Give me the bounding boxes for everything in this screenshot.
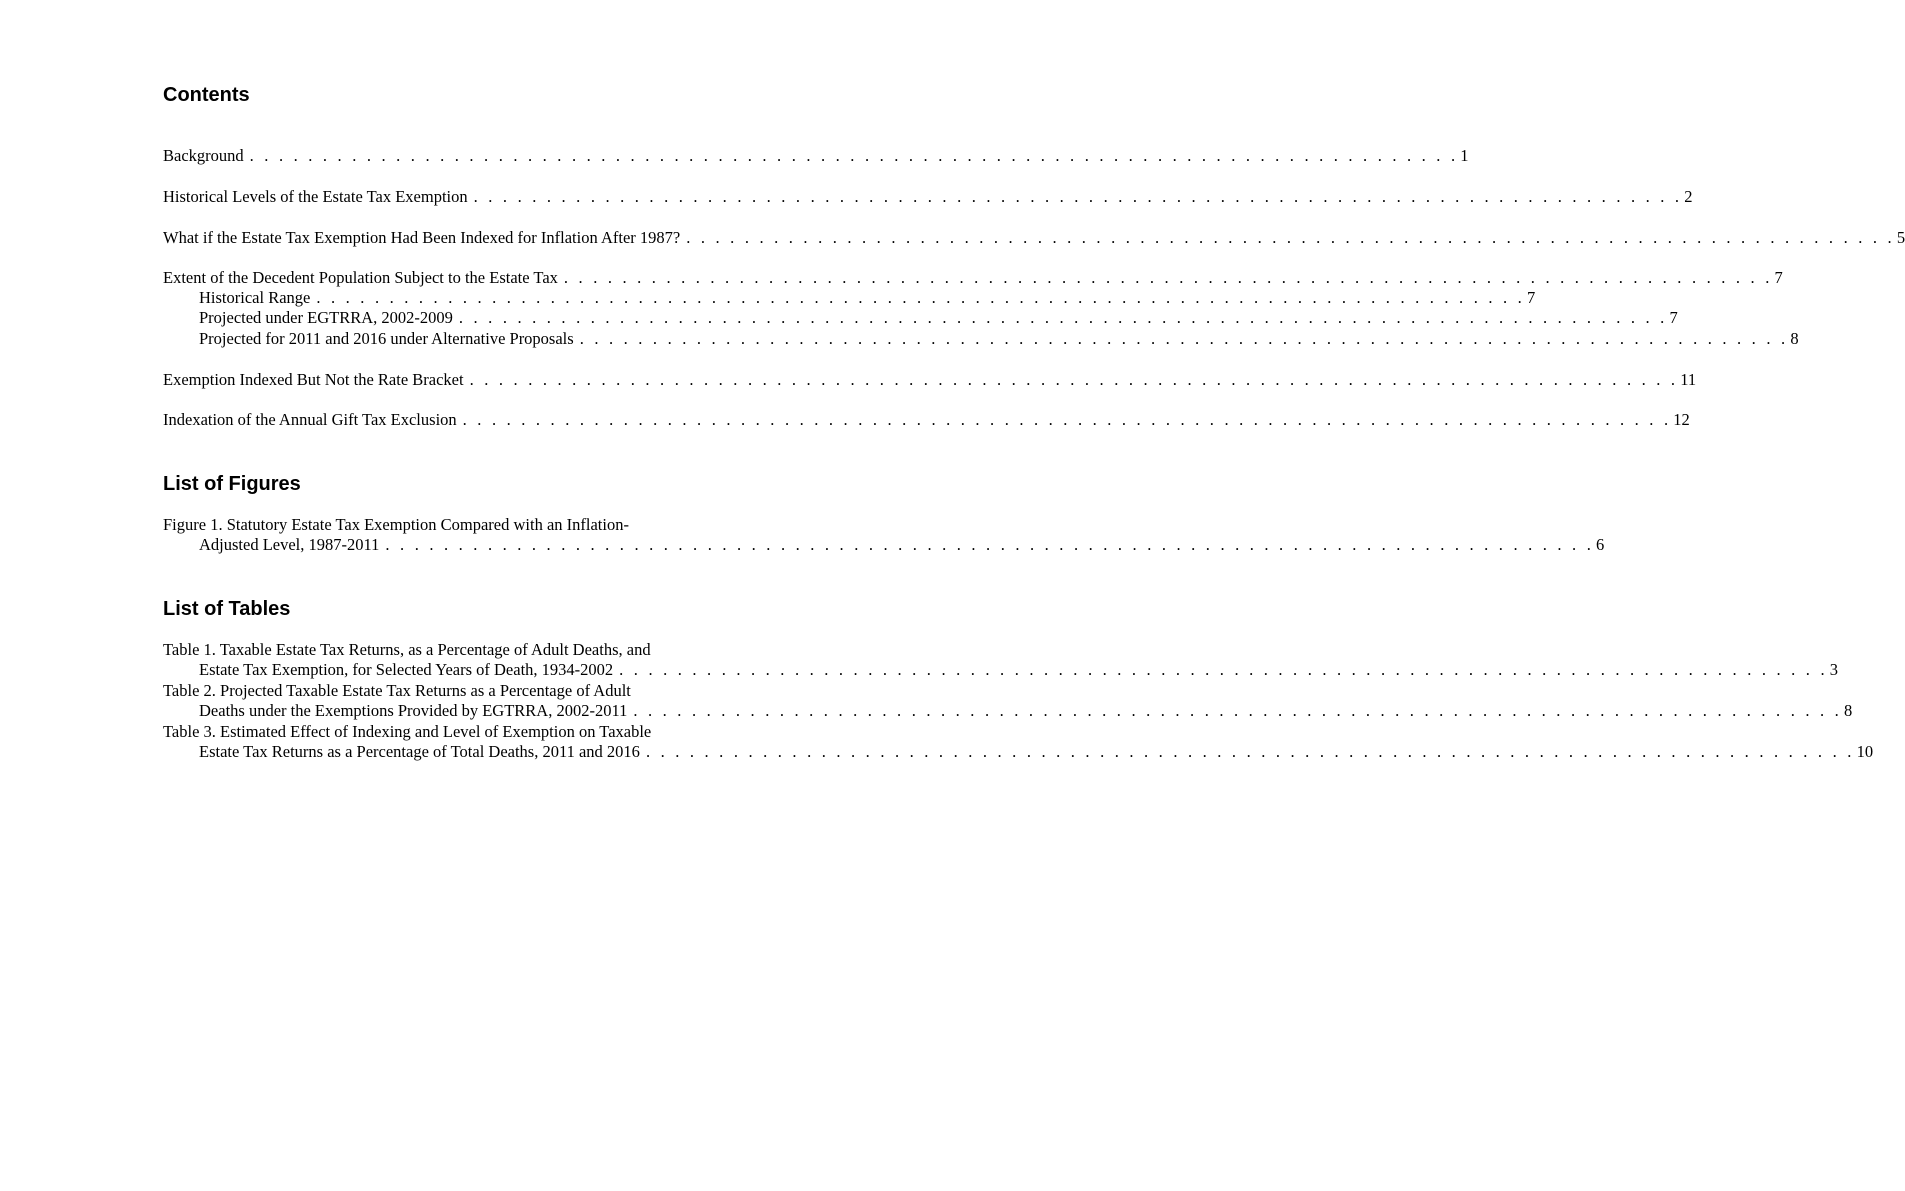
- toc-entry-background[interactable]: [163, 146, 1469, 166]
- leader-dots: . . . . . . . . . . . . . . . . . . . . . . . . . . . . . . . . . . . . . . . . . . . . . . . . . . . . . . . . . . . . . . . . . . . . . . . . . . . . . . . . . . .: [469, 370, 1679, 389]
- leader-dots: . . . . . . . . . . . . . . . . . . . . . . . . . . . . . . . . . . . . . . . . . . . . . . . . . . . . . . . . . . . . . . . . . . . . . . . . . . . . . . . . . . .: [633, 701, 1842, 721]
- toc-entry-text: Projected for 2011 and 2016 under Alternative Proposals: [199, 329, 574, 348]
- table-entry-1[interactable]: [163, 640, 1839, 681]
- toc-subentry-historical-range[interactable]: [163, 288, 1536, 308]
- table-page-number: 8: [1843, 701, 1853, 721]
- leader-dots: . . . . . . . . . . . . . . . . . . . . . . . . . . . . . . . . . . . . . . . . . . . . . . . . . . . . . . . . . . . . . . . . . . . . . . . . . . . . . . . . . . .: [316, 288, 1525, 307]
- toc-entry-gift-tax[interactable]: [163, 410, 1690, 430]
- leader-dots: . . . . . . . . . . . . . . . . . . . . . . . . . . . . . . . . . . . . . . . . . . . . . . . . . . . . . . . . . . . . . . . . . . . . . . . . . . . . . . . . . . .: [385, 535, 1595, 555]
- table-page-number: 10: [1856, 742, 1874, 762]
- table-entry-3[interactable]: [163, 722, 1874, 763]
- toc-page-number: 11: [1680, 370, 1697, 389]
- toc-subentry-alternative-proposals[interactable]: [163, 329, 1799, 349]
- toc-page-number: 12: [1673, 410, 1690, 429]
- contents-heading: Contents: [163, 84, 250, 106]
- toc-page-number: 1: [1460, 146, 1469, 165]
- toc-entry-text: Extent of the Decedent Population Subject to the Estate Tax: [163, 268, 558, 287]
- table-entry-2[interactable]: [163, 681, 1853, 722]
- table-page-number: 3: [1829, 660, 1839, 680]
- figures-heading: List of Figures: [163, 473, 301, 495]
- toc-entry-text: What if the Estate Tax Exemption Had Been Indexed for Inflation After 1987?: [163, 228, 681, 247]
- toc-page-number: 7: [1669, 308, 1678, 327]
- figure-entry-1[interactable]: [163, 515, 1605, 556]
- leader-dots: . . . . . . . . . . . . . . . . . . . . . . . . . . . . . . . . . . . . . . . . . . . . . . . . . . . . . . . . . . . . . . . . . . . . . . . . . . . . . . . . . . .: [686, 228, 1895, 247]
- toc-page-number: 2: [1684, 187, 1693, 206]
- toc-entry-historical-levels[interactable]: [163, 187, 1693, 207]
- table-entry-line1: Table 3. Estimated Effect of Indexing and Level of Exemption on Taxable: [163, 722, 652, 741]
- tables-heading: List of Tables: [163, 598, 291, 620]
- leader-dots: . . . . . . . . . . . . . . . . . . . . . . . . . . . . . . . . . . . . . . . . . . . . . . . . . . . . . . . . . . . . . . . . . . . . . . . . . . . . . . . . . . .: [249, 146, 1459, 165]
- toc-entry-text: Historical Levels of the Estate Tax Exemption: [163, 187, 468, 206]
- figure-entry-line1: Figure 1. Statutory Estate Tax Exemption Compared with an Inflation-: [163, 515, 629, 534]
- figure-entry-line2: Adjusted Level, 1987-2011: [199, 535, 380, 555]
- leader-dots: . . . . . . . . . . . . . . . . . . . . . . . . . . . . . . . . . . . . . . . . . . . . . . . . . . . . . . . . . . . . . . . . . . . . . . . . . . . . . . . . . . .: [563, 268, 1773, 287]
- toc-page-number: 5: [1896, 228, 1905, 247]
- toc-page-number: 7: [1526, 288, 1536, 307]
- toc-entry-text: Background: [163, 146, 244, 165]
- table-entry-line2: Estate Tax Returns as a Percentage of Total Deaths, 2011 and 2016: [199, 742, 640, 762]
- table-entry-line1: Table 2. Projected Taxable Estate Tax Returns as a Percentage of Adult: [163, 681, 631, 700]
- toc-entry-text: Indexation of the Annual Gift Tax Exclusion: [163, 410, 457, 429]
- leader-dots: . . . . . . . . . . . . . . . . . . . . . . . . . . . . . . . . . . . . . . . . . . . . . . . . . . . . . . . . . . . . . . . . . . . . . . . . . . . . . . . . . . .: [579, 329, 1789, 348]
- toc-entry-decedent-population[interactable]: [163, 268, 1783, 288]
- toc-page-number: 7: [1774, 268, 1783, 287]
- leader-dots: . . . . . . . . . . . . . . . . . . . . . . . . . . . . . . . . . . . . . . . . . . . . . . . . . . . . . . . . . . . . . . . . . . . . . . . . . . . . . . . . . . .: [473, 187, 1683, 206]
- leader-dots: . . . . . . . . . . . . . . . . . . . . . . . . . . . . . . . . . . . . . . . . . . . . . . . . . . . . . . . . . . . . . . . . . . . . . . . . . . . . . . . . . . .: [645, 742, 1855, 762]
- toc-entry-text: Exemption Indexed But Not the Rate Bracket: [163, 370, 464, 389]
- leader-dots: . . . . . . . . . . . . . . . . . . . . . . . . . . . . . . . . . . . . . . . . . . . . . . . . . . . . . . . . . . . . . . . . . . . . . . . . . . . . . . . . . . .: [619, 660, 1828, 680]
- toc-subentry-egtrra[interactable]: [163, 308, 1678, 328]
- toc-page-number: 8: [1790, 329, 1799, 348]
- table-entry-line1: Table 1. Taxable Estate Tax Returns, as a Percentage of Adult Deaths, and: [163, 640, 651, 659]
- table-entry-line2: Estate Tax Exemption, for Selected Years of Death, 1934-2002: [199, 660, 614, 680]
- leader-dots: . . . . . . . . . . . . . . . . . . . . . . . . . . . . . . . . . . . . . . . . . . . . . . . . . . . . . . . . . . . . . . . . . . . . . . . . . . . . . . . . . . .: [458, 308, 1668, 327]
- leader-dots: . . . . . . . . . . . . . . . . . . . . . . . . . . . . . . . . . . . . . . . . . . . . . . . . . . . . . . . . . . . . . . . . . . . . . . . . . . . . . . . . . . .: [462, 410, 1672, 429]
- toc-entry-text: Historical Range: [199, 288, 311, 307]
- toc-entry-rate-bracket[interactable]: [163, 370, 1697, 390]
- table-entry-line2: Deaths under the Exemptions Provided by EGTRRA, 2002-2011: [199, 701, 628, 721]
- toc-entry-text: Projected under EGTRRA, 2002-2009: [199, 308, 453, 327]
- toc-entry-indexed-inflation[interactable]: [163, 228, 1905, 248]
- figure-page-number: 6: [1596, 535, 1605, 555]
